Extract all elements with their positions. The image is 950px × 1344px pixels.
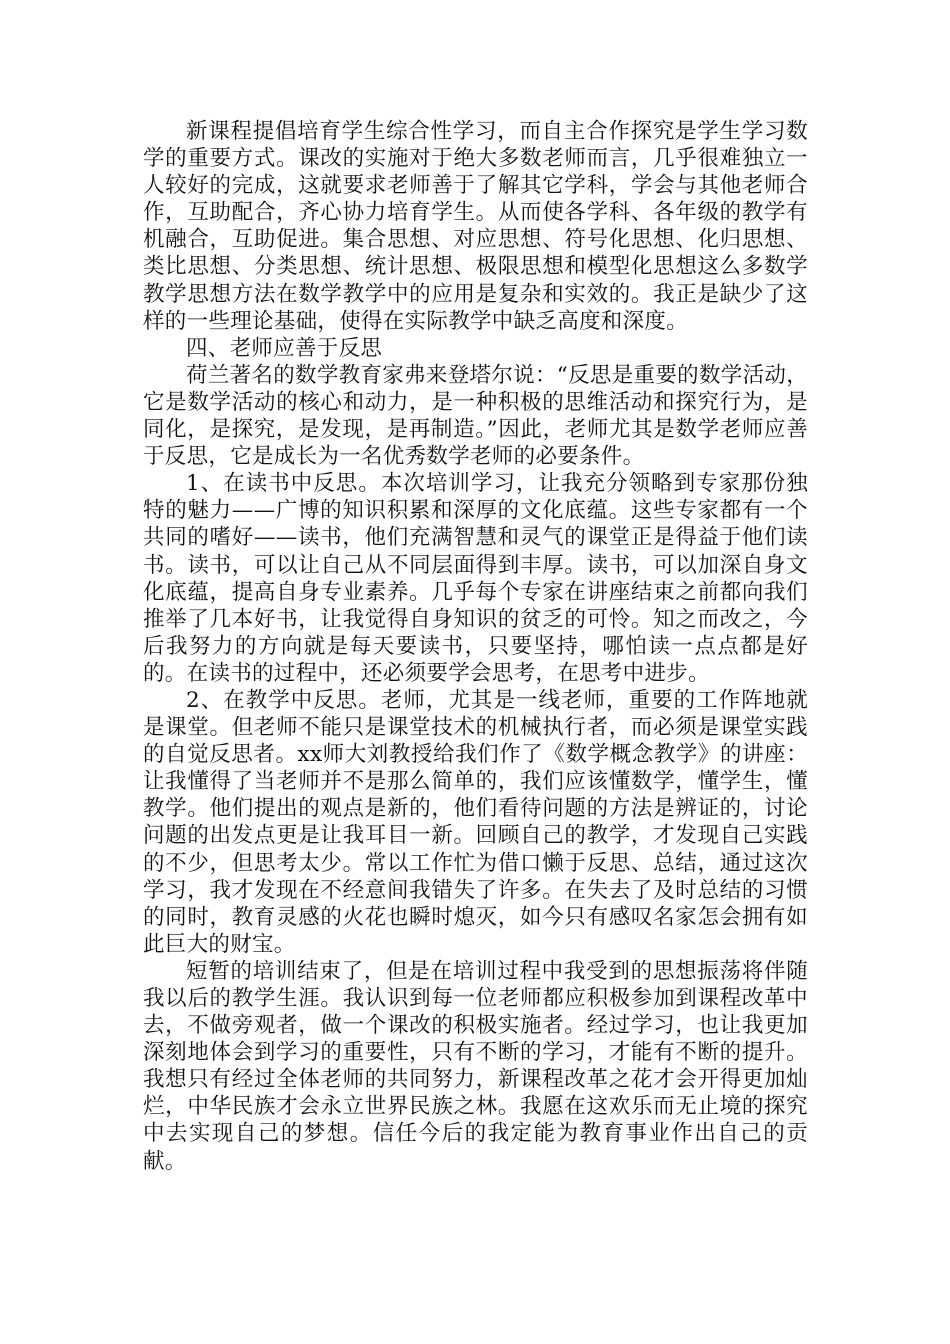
paragraph-reading-reflection: 1、在读书中反思。本次培训学习，让我充分领略到专家那份独特的魅力——广博的知识积累和深厚的文化底蕴。这些专家都有一个共同的嗜好——读书，他们充满智慧和灵气的课堂正是得益于他们读书。读书，可以让自己从不同层面得到丰厚。读书，可以加深自身文化底蕴，提高自身专业素养。几乎每个专家在讲座结束之前都向我们推举了几本好书，让我觉得自身知识的贫乏的可怜。知之而改之，今后我努力的方向就是每天要读书，只要坚持，哪怕读一点点都是好的。在读书的过程中，还必须要学会思考，在思考中进步。: [143, 471, 808, 686]
paragraph-freudenthal-quote: 荷兰著名的数学教育家弗来登塔尔说：“反思是重要的数学活动，它是数学活动的核心和动力，是一种积极的思维活动和探究行为，是同化，是探究，是发现，是再制造。”因此，老师尤其是数学老师应善于反思，它是成长为一名优秀数学老师的必要条件。: [143, 362, 808, 470]
paragraph-conclusion: 短暂的培训结束了，但是在培训过程中我受到的思想振荡将伴随我以后的教学生涯。我认识到每一位老师都应积极参加到课程改革中去，不做旁观者，做一个课改的积极实施者。经过学习，也让我更加深刻地体会到学习的重要性，只有不断的学习，才能有不断的提升。我想只有经过全体老师的共同努力，新课程改革之花才会开得更加灿烂，中华民族才会永立世界民族之林。我愿在这欢乐而无止境的探究中去实现自己的梦想。信任今后的我定能为教育事业作出自己的贡献。: [143, 958, 808, 1174]
paragraph-teaching-reflection: 2、在教学中反思。老师，尤其是一线老师，重要的工作阵地就是课堂。但老师不能只是课堂技术的机械执行者，而必须是课堂实践的自觉反思者。xx师大刘教授给我们作了《数学概念教学》的讲座：让我懂得了当老师并不是那么简单的，我们应该懂数学，懂学生，懂教学。他们提出的观点是新的，他们看待问题的方法是辨证的，讨论问题的出发点更是让我耳目一新。回顾自己的教学，才发现自己实践的不少，但思考太少。常以工作忙为借口懒于反思、总结，通过这次学习，我才发现在不经意间我错失了许多。在失去了及时总结的习惯的同时，教育灵感的火花也瞬时熄灭，如今只有感叹名家怎会拥有如此巨大的财宝。: [143, 687, 808, 957]
paragraph-collaboration: 新课程提倡培育学生综合性学习，而自主合作探究是学生学习数学的重要方式。课改的实施对于绝大多数老师而言，几乎很难独立一人较好的完成，这就要求老师善于了解其它学科，学会与其他老师合作，互助配合，齐心协力培育学生。从而使各学科、各年级的教学有机融合，互助促进。集合思想、对应思想、符号化思想、化归思想、类比思想、分类思想、统计思想、极限思想和模型化思想这么多数学教学思想方法在数学教学中的应用是复杂和实效的。我正是缺少了这样的一些理论基础，使得在实际教学中缺乏高度和深度。: [143, 119, 808, 334]
document-body: [143, 118, 808, 1175]
section-heading-reflection: 四、老师应善于反思: [186, 335, 383, 361]
